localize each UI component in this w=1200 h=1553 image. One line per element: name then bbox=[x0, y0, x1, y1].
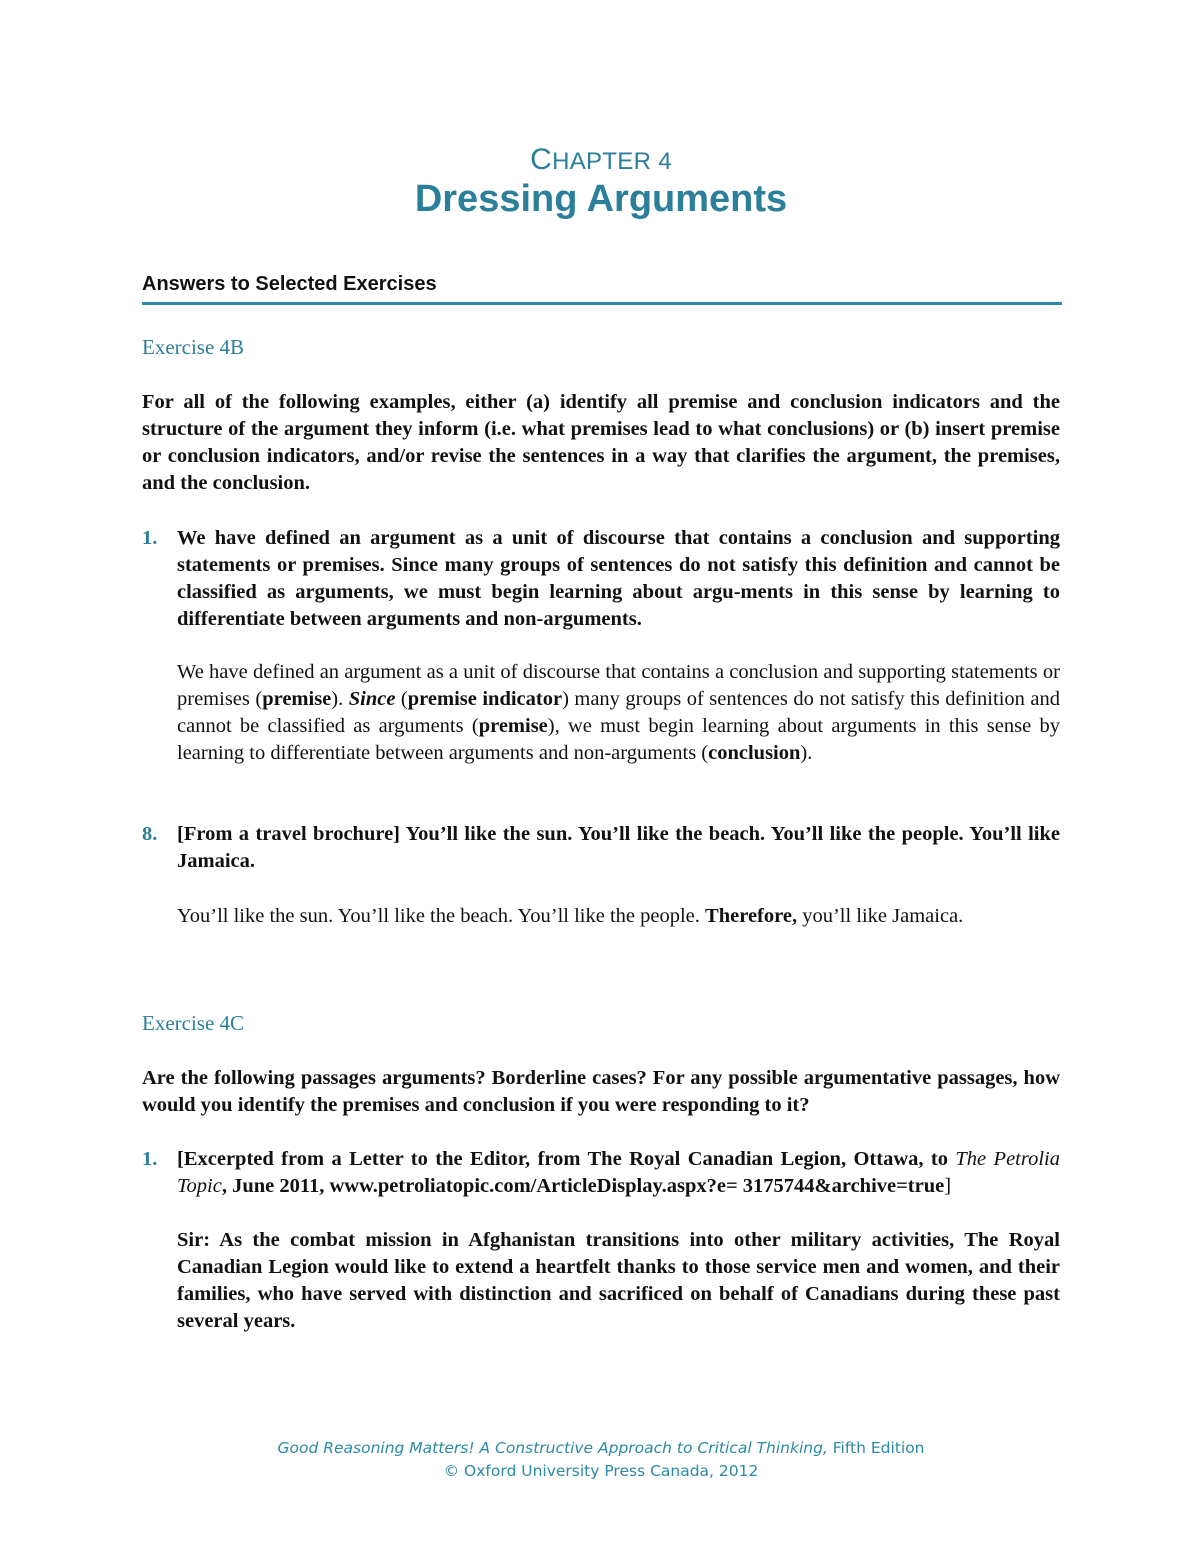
chapter-label-rest: HAPTER 4 bbox=[552, 148, 672, 175]
source-url: www.petroliatopic.com/ArticleDisplay.aspx?e= 3175744&archive=true bbox=[329, 1175, 945, 1197]
item-passage: Sir: As the combat mission in Afghanistan transitions into other military activities, The Royal Canadian Legion would like to extend a heartfelt thanks to those service men and women, and their families, who have served with distinction and sacrificed on behalf of Canadians during these past several years. bbox=[177, 1229, 1060, 1332]
footer-book-title: Good Reasoning Matters! A Constructive Approach to Critical Thinking, bbox=[277, 1439, 828, 1457]
chapter-title: Dressing Arguments bbox=[414, 178, 788, 220]
exercise-4b-heading: Exercise 4B bbox=[142, 335, 245, 359]
answer-text: ( bbox=[395, 688, 408, 710]
answer-label-premise: premise bbox=[478, 715, 548, 737]
answer-label-premise-indicator: premise indicator bbox=[407, 688, 563, 710]
item-number: 1. bbox=[142, 527, 158, 549]
exercise-4b-item-1-answer bbox=[177, 659, 1060, 767]
source-publication: The Petrolia Topic bbox=[177, 1148, 1060, 1197]
answer-label-premise: premise bbox=[262, 688, 332, 710]
source-text: [Excerpted from a Letter to the Editor, from The Royal Canadian Legion, Ottawa, to bbox=[177, 1148, 956, 1170]
source-close: ] bbox=[944, 1175, 952, 1197]
answer-indicator-therefore: Therefore, bbox=[705, 905, 798, 927]
footer-edition: Fifth Edition bbox=[827, 1439, 925, 1457]
answer-indicator-since: Since bbox=[348, 688, 396, 710]
section-heading: Answers to Selected Exercises bbox=[142, 273, 437, 295]
answer-text: ) many groups of sentences do not satisfy this definition and cannot be classified as arguments ( bbox=[177, 688, 1060, 737]
answer-text: We have defined an argument as a unit of discourse that contains a conclusion and supporting statements or premises ( bbox=[177, 661, 1060, 710]
source-date: , June 2011, bbox=[221, 1175, 330, 1197]
exercise-4c-heading: Exercise 4C bbox=[142, 1011, 245, 1035]
answer-text: You’ll like the sun. You’ll like the beach. You’ll like the people. bbox=[177, 905, 706, 927]
exercise-4b-item-8-answer bbox=[177, 903, 1060, 930]
item-question: [From a travel brochure] You’ll like the sun. You’ll like the beach. You’ll like the people. You’ll like Jamaica. bbox=[177, 823, 1060, 872]
page-footer bbox=[142, 1437, 1060, 1483]
footer-book-line bbox=[142, 1437, 1060, 1460]
item-question: We have defined an argument as a unit of discourse that contains a conclusion and supporting statements or premises. Since many groups of sentences do not satisfy this definition and cannot be classified as arguments, we must begin learning about argu-ments in this sense by learning to differentiate between arguments and non-arguments. bbox=[177, 527, 1060, 630]
footer-copyright: © Oxford University Press Canada, 2012 bbox=[443, 1462, 759, 1480]
answer-label-conclusion: conclusion bbox=[708, 742, 801, 764]
item-number: 8. bbox=[142, 823, 158, 845]
item-source bbox=[177, 1146, 1060, 1200]
chapter-label bbox=[142, 143, 1060, 177]
answer-text: ). bbox=[331, 688, 349, 710]
exercise-4b-instructions: For all of the following examples, either (a) identify all premise and conclusion indicators and the structure of the argument they inform (i.e. what premises lead to what conclusions) or (b) insert premise or conclusion indicators, and/or revise the sentences in a way that clarifies the argument, the premises, and the conclusion. bbox=[142, 391, 1060, 494]
chapter-label-initial: C bbox=[530, 143, 553, 176]
item-number: 1. bbox=[142, 1148, 158, 1170]
document-page bbox=[142, 0, 1060, 1553]
section-divider bbox=[142, 302, 1062, 305]
answer-text: you’ll like Jamaica. bbox=[797, 905, 964, 927]
answer-text: ), we must begin learning about arguments in this sense by learning to differentiate between arguments and non-arguments ( bbox=[177, 715, 1060, 764]
answer-text: ). bbox=[800, 742, 813, 764]
exercise-4c-instructions: Are the following passages arguments? Borderline cases? For any possible argumentative passages, how would you identify the premises and conclusion if you were responding to it? bbox=[142, 1067, 1060, 1116]
